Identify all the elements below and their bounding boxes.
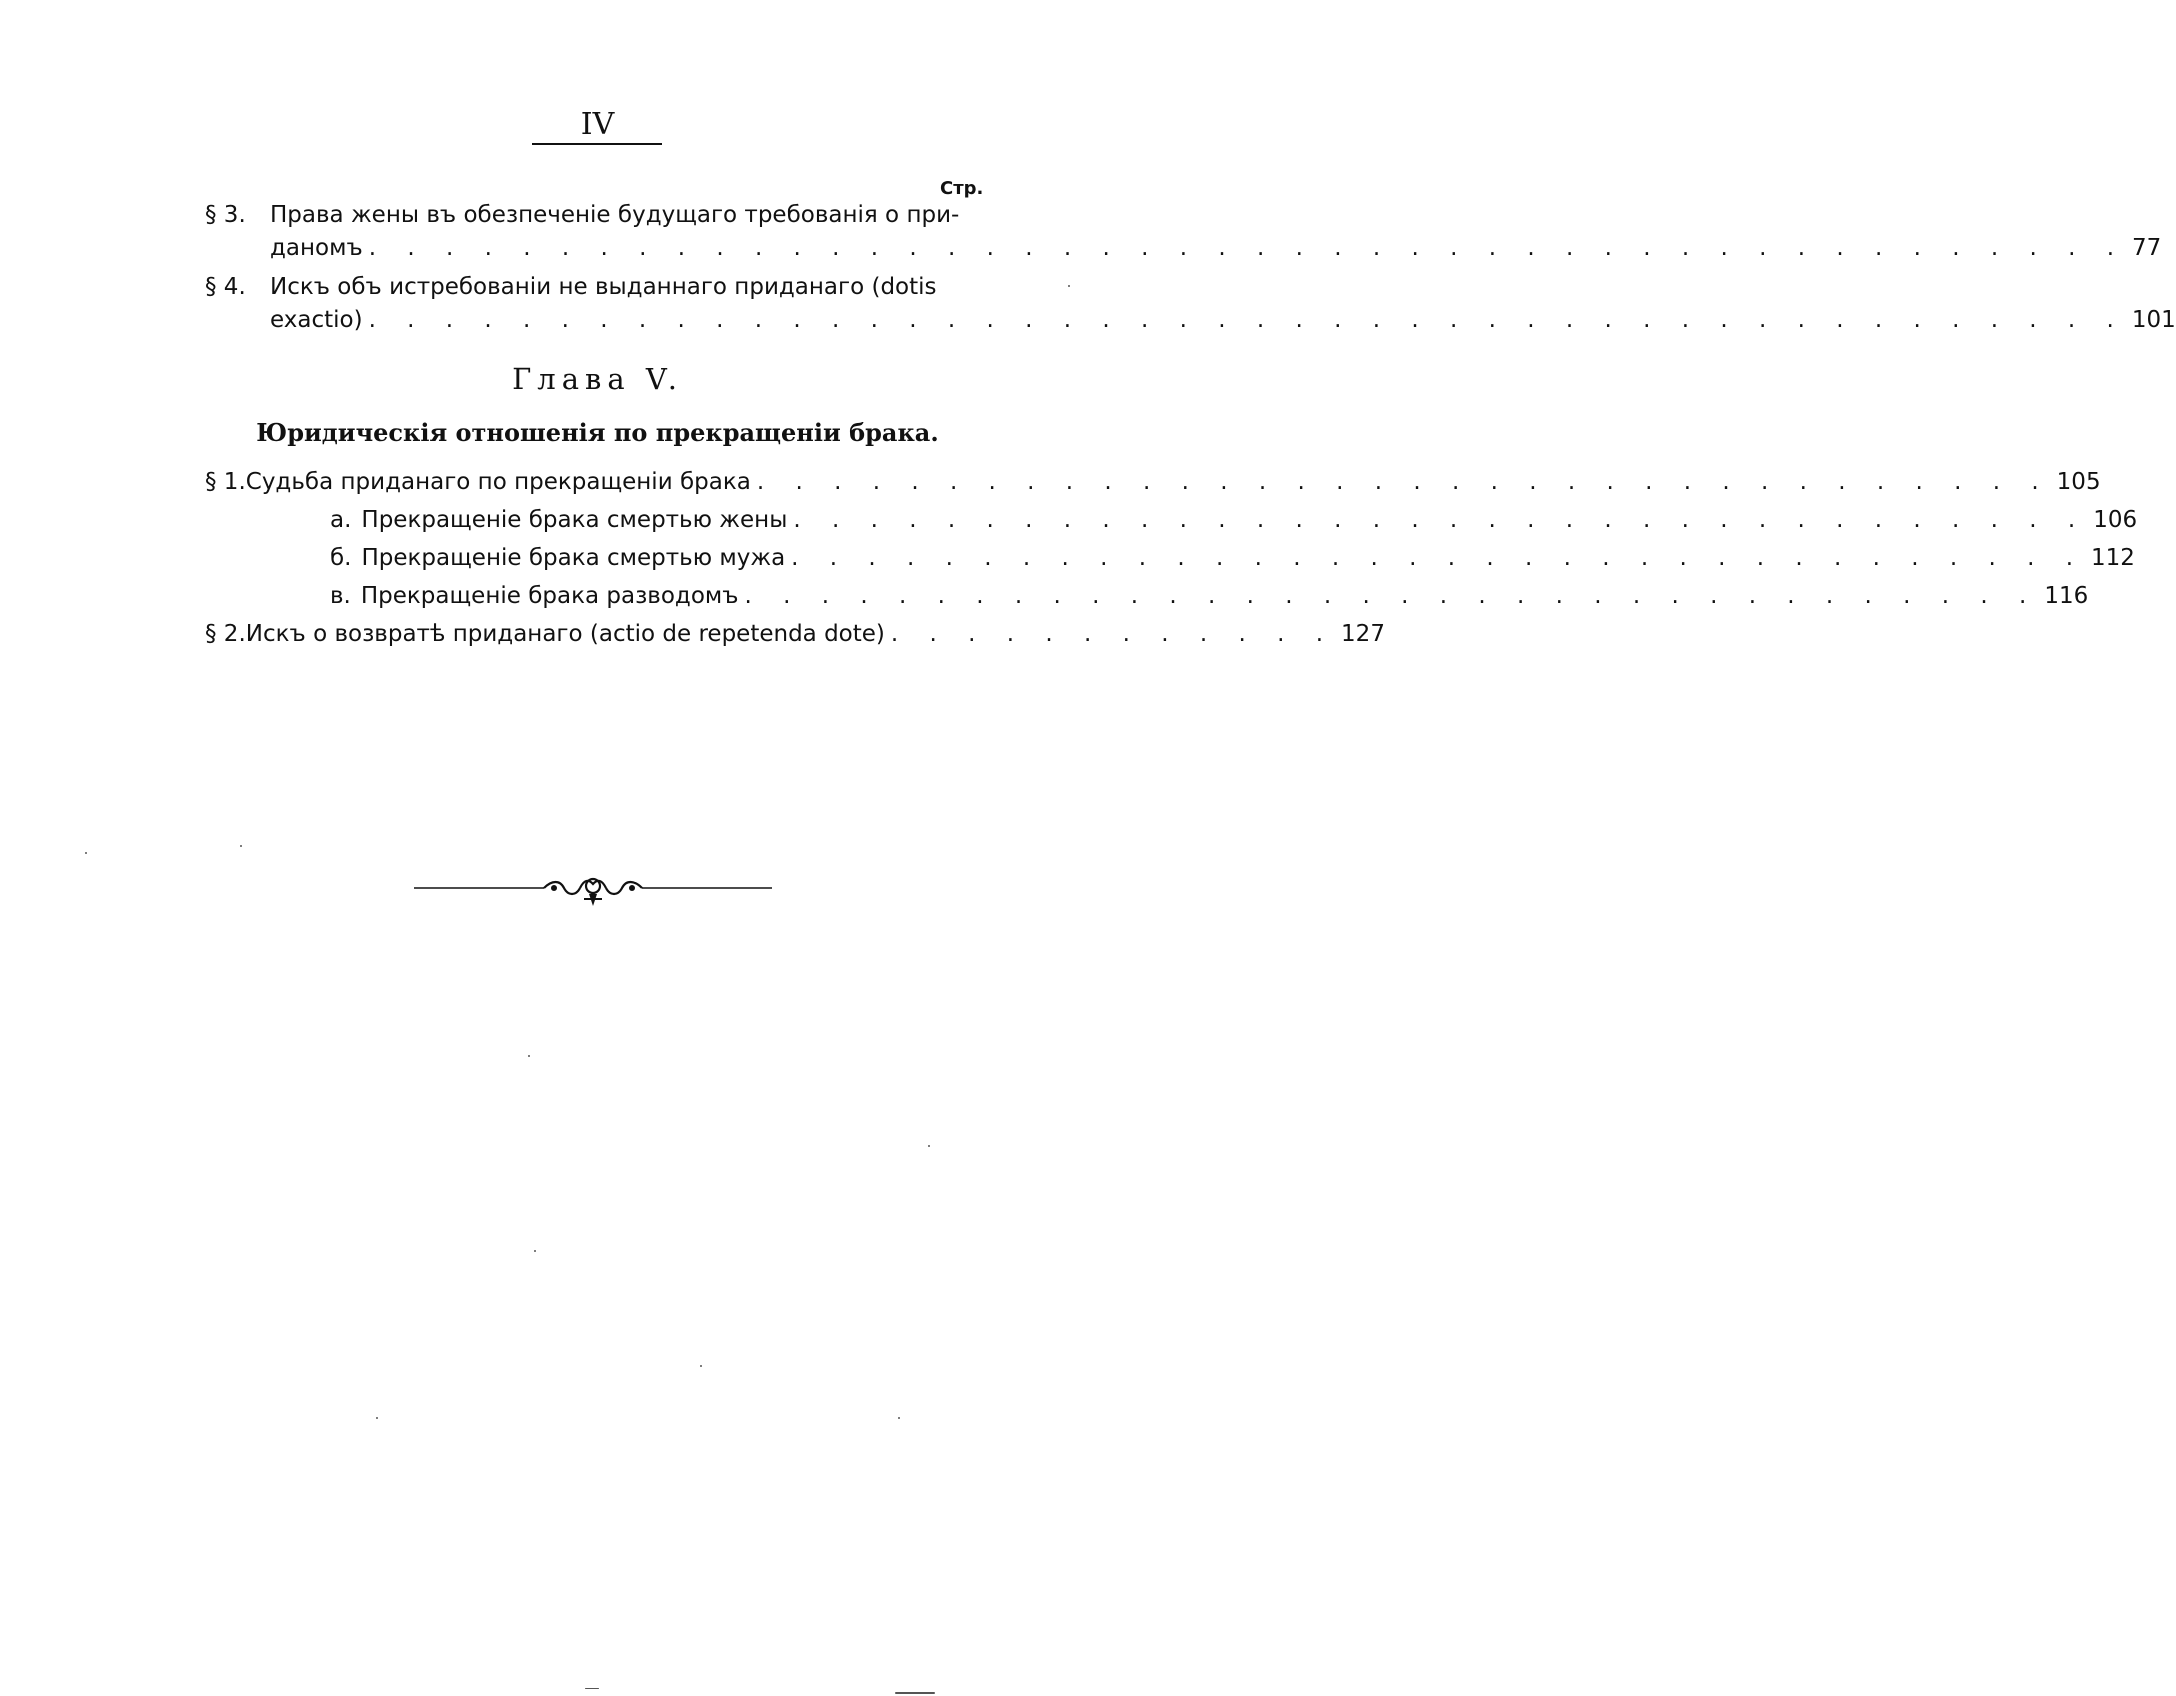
toc-entry-number: а. bbox=[330, 507, 352, 533]
scan-speck bbox=[240, 845, 242, 847]
scan-speck bbox=[898, 1417, 900, 1419]
toc-entry-number: б. bbox=[330, 545, 352, 571]
dot-leader: . . . . . . . . . . . . . . . . . . . . . . . . . . . . . . . . . . . . . . . . . . . . . . bbox=[368, 307, 2126, 333]
dot-leader: . . . . . . . . . . . . . . . . . . . . . . . . . . . . . . . . . . . . . . . . . . . . . . bbox=[368, 235, 2127, 261]
toc-entry-text: Искъ объ истребованіи не выданнаго приданаго (dotis bbox=[270, 274, 937, 300]
scan-speck bbox=[528, 1055, 530, 1057]
toc-entry-page: 77 bbox=[2132, 235, 2162, 261]
toc-entry bbox=[330, 579, 2089, 613]
toc-entry-number: § 1. bbox=[205, 469, 246, 495]
toc-entry-page: 116 bbox=[2044, 583, 2089, 609]
toc-entry bbox=[205, 617, 1385, 651]
toc-entry bbox=[330, 541, 2135, 575]
scan-speck bbox=[585, 1688, 599, 1689]
scan-speck bbox=[895, 1692, 935, 1694]
toc-entry-text: Искъ о возвратѣ приданаго (actio de repetenda dote) bbox=[245, 621, 885, 647]
toc-entry-page: 112 bbox=[2091, 545, 2135, 571]
toc-entry-page: 101 bbox=[2131, 307, 2176, 333]
toc-entry-text: Прекращеніе брака смертью жены bbox=[361, 507, 788, 533]
toc-entry-number: § 4. bbox=[205, 274, 246, 300]
toc-entry-number: § 3. bbox=[205, 202, 246, 228]
page-column-header: Стр. bbox=[940, 178, 984, 199]
toc-entry bbox=[330, 503, 2138, 537]
scan-speck bbox=[85, 852, 87, 854]
dot-leader: . . . . . . . . . . . . . . . . . . . . . . . . . . . . . . . . . . bbox=[793, 507, 2088, 533]
toc-entry-page: 127 bbox=[1341, 621, 1385, 647]
scan-speck bbox=[928, 1145, 930, 1147]
toc-entry bbox=[205, 465, 2101, 499]
toc-entry-text-continued: даномъ bbox=[270, 235, 363, 261]
scan-speck bbox=[700, 1365, 702, 1367]
toc-entry-page: 105 bbox=[2056, 469, 2101, 495]
dot-leader: . . . . . . . . . . . . . . . . . . . . . . . . . . . . . . . . . . bbox=[791, 545, 2086, 571]
dot-leader: . . . . . . . . . . . . . . . . . . . . . . . . . . . . . . . . . . bbox=[744, 583, 2039, 609]
scan-speck bbox=[376, 1417, 378, 1419]
ornament-divider bbox=[414, 868, 772, 908]
toc-entry-text: Судьба приданаго по прекращеніи брака bbox=[245, 469, 751, 495]
toc-entry-text-continued: exactio) bbox=[270, 307, 363, 333]
toc-entry-page: 106 bbox=[2093, 507, 2138, 533]
chapter-title: Глава V. bbox=[512, 362, 683, 396]
page-number: IV bbox=[580, 107, 615, 142]
page-number-rule bbox=[532, 143, 662, 145]
toc-entry-number: в. bbox=[330, 583, 351, 609]
chapter-subtitle: Юридическія отношенія по прекращеніи брака. bbox=[256, 418, 939, 447]
toc-entry-text: Прекращеніе брака разводомъ bbox=[360, 583, 739, 609]
scan-speck bbox=[534, 1250, 536, 1252]
toc-entry-number: § 2. bbox=[205, 621, 246, 647]
scan-speck bbox=[1068, 285, 1070, 287]
toc-entry-text: Прекращеніе брака смертью мужа bbox=[361, 545, 786, 571]
toc-entry-text: Права жены въ обезпеченіе будущаго требованія о при- bbox=[270, 202, 960, 228]
dot-leader: . . . . . . . . . . . . bbox=[890, 621, 1336, 647]
dot-leader: . . . . . . . . . . . . . . . . . . . . . . . . . . . . . . . . . . bbox=[756, 469, 2051, 495]
